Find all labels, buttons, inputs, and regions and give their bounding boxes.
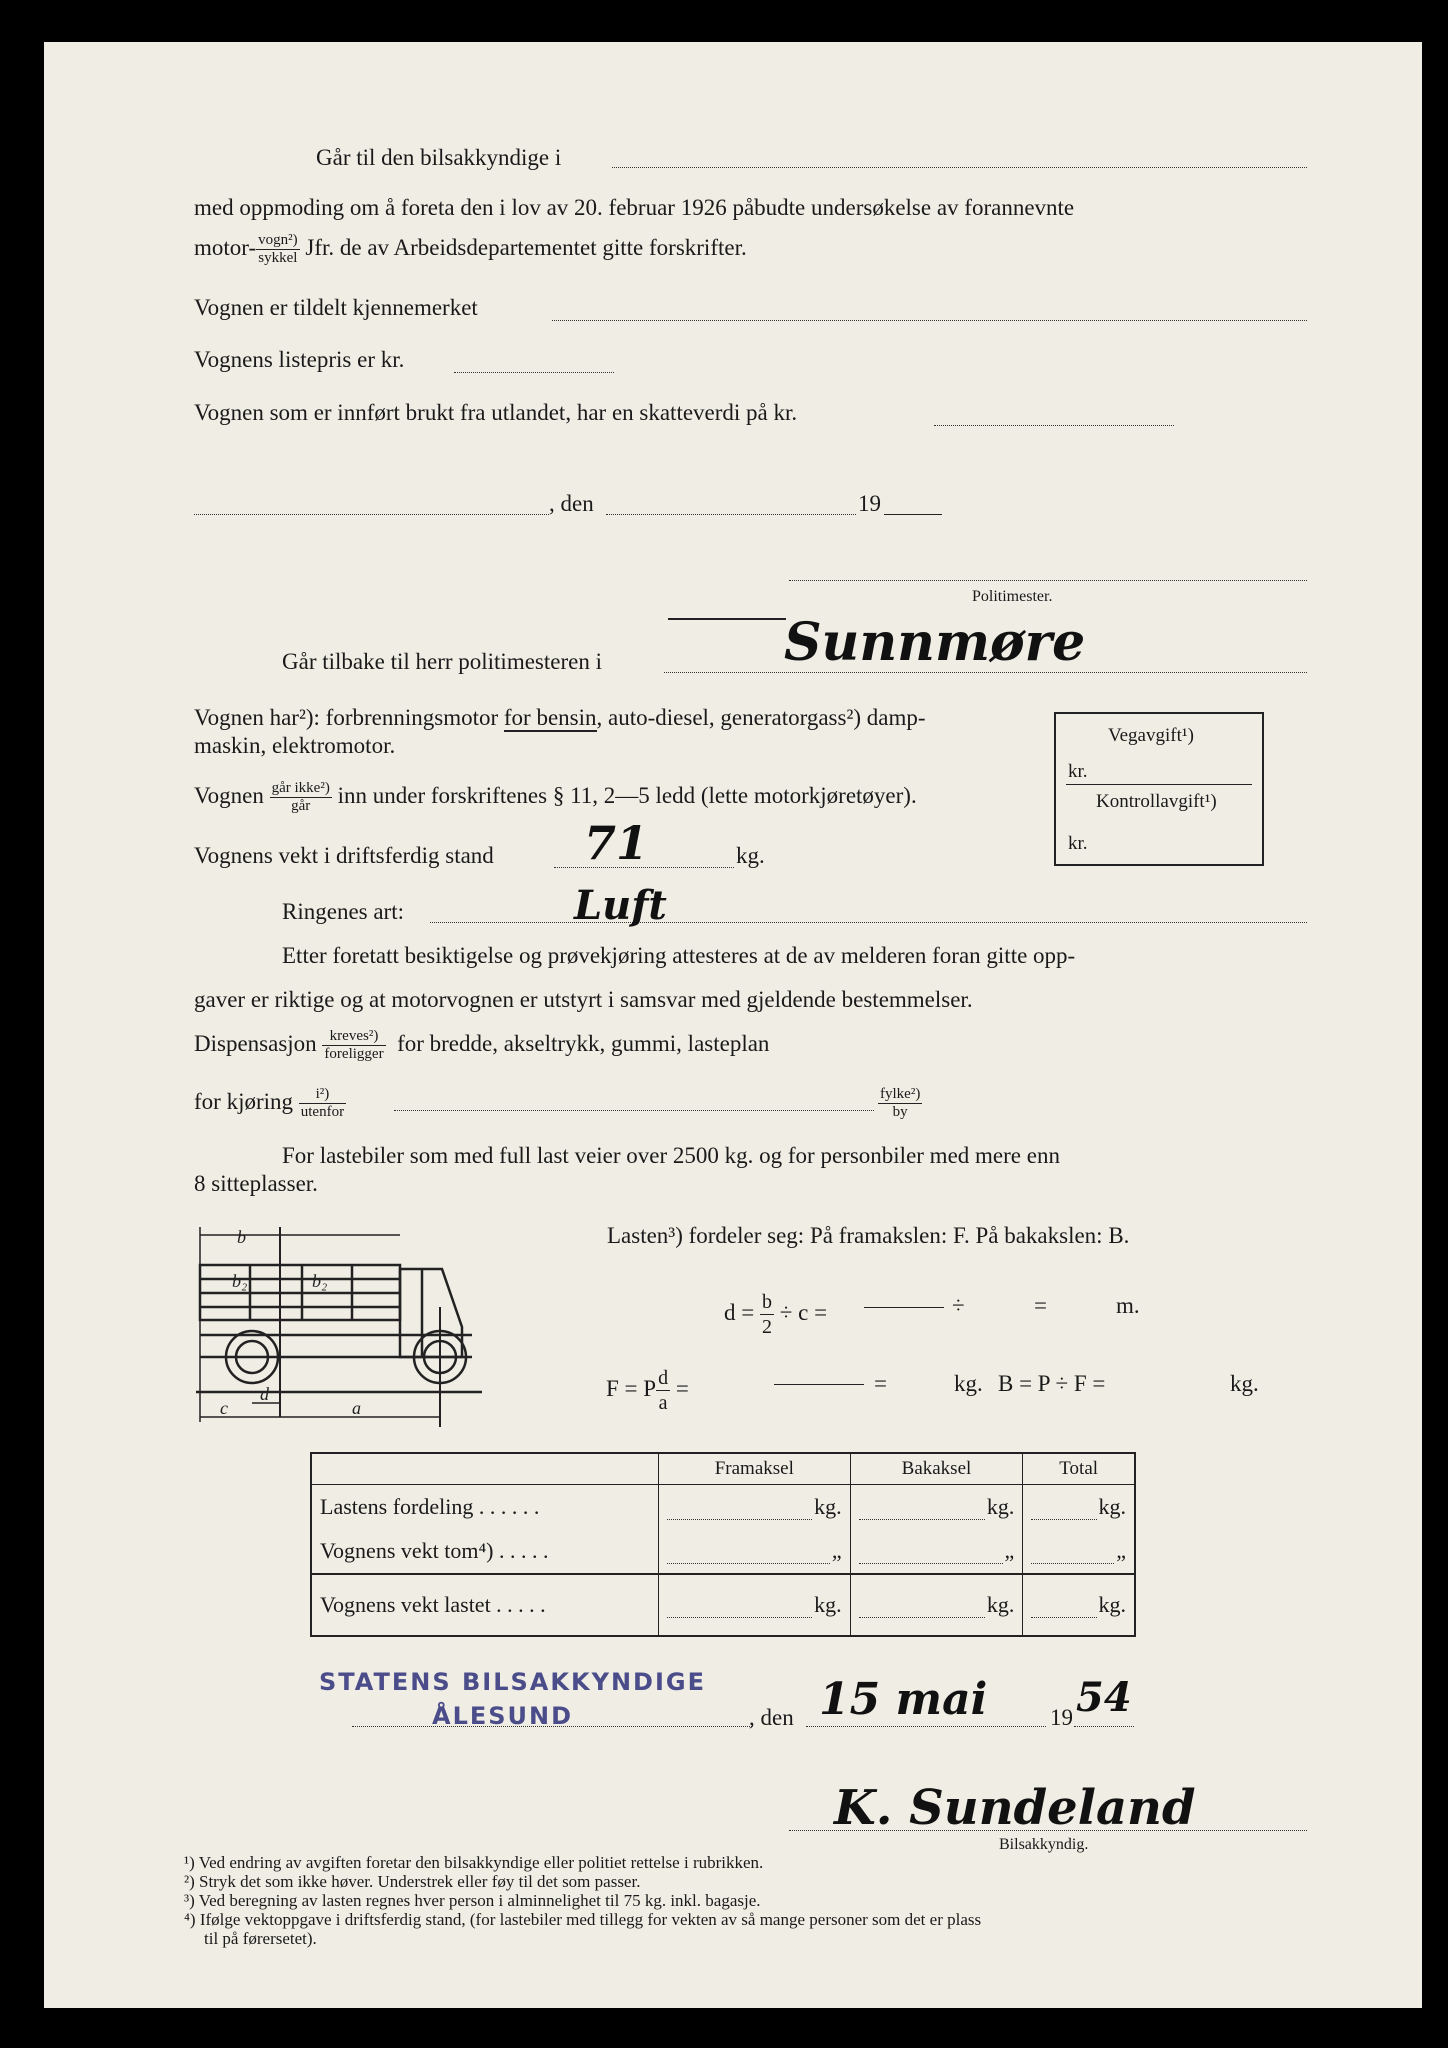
d-blank1[interactable] [864, 1307, 944, 1308]
skatteverdi-label: Vognen som er innført brukt fra utlandet, har en skatteverdi på kr. [194, 400, 798, 425]
handwritten-vekt: 71 [584, 816, 649, 870]
frac-top: går ikke²) [271, 780, 330, 796]
date-field[interactable] [606, 514, 856, 515]
ringenes-label: Ringenes art: [282, 899, 404, 924]
cell-unit: kg. [814, 1592, 842, 1617]
cell-framaksel[interactable] [659, 1529, 851, 1574]
gar-line [194, 780, 917, 815]
cell-framaksel[interactable] [659, 1574, 851, 1636]
cell-unit: kg. [1098, 1494, 1126, 1519]
frac-top: d [658, 1367, 669, 1389]
place-signature-line[interactable] [352, 1726, 752, 1727]
stamp-line1: STATENS BILSAKKYNDIGE [319, 1668, 706, 1696]
vekt-label: Vognens vekt i driftsferdig stand [194, 843, 494, 868]
cell-unit: kg. [1098, 1592, 1126, 1617]
listepris-field[interactable] [454, 372, 614, 373]
gar-fraction [270, 780, 332, 815]
table-row [311, 1485, 1135, 1530]
f-eq2: = [874, 1371, 887, 1396]
table-row [311, 1529, 1135, 1574]
fees-box [1054, 712, 1264, 866]
kjoring-line [194, 1086, 346, 1121]
motor-type-line2: maskin, elektromotor. [194, 733, 396, 758]
header-bakaksel: Bakaksel [850, 1453, 1023, 1485]
frac-bottom: 2 [761, 1316, 772, 1338]
frac-top: kreves²) [322, 1028, 385, 1046]
cell-total[interactable] [1023, 1574, 1135, 1636]
header-framaksel: Framaksel [659, 1453, 851, 1485]
lasten-label: Lasten³) fordeler seg: På framakslen: F. På bakakslen: B. [607, 1223, 1130, 1248]
motor-suffix: Jfr. de av Arbeidsdepartementet gitte forskrifter. [305, 234, 747, 260]
bilsakkyndig-label: Bilsakkyndig. [999, 1836, 1089, 1853]
vekt-unit: kg. [736, 843, 765, 868]
f-kg1: kg. [954, 1371, 983, 1396]
row-label: Vognens vekt tom⁴) . . . . . [320, 1538, 549, 1563]
frac-bottom: foreligger [324, 1046, 384, 1062]
motor-type-line1 [194, 704, 926, 732]
cell-unit: „ [831, 1538, 842, 1563]
kjoring-fraction [299, 1086, 346, 1121]
footnote-4-cont: til på førersetet). [204, 1929, 317, 1948]
handwritten-ringenes: Luft [574, 882, 667, 929]
cell-unit: „ [1004, 1538, 1015, 1563]
motor-fraction [256, 232, 300, 267]
line-oppmoding: med oppmoding om å foreta den i lov av 20. februar 1926 påbudte undersøkelse av forannevnte [194, 195, 1075, 220]
vegavgift-kr: kr. [1068, 761, 1088, 782]
disp-fraction [322, 1028, 385, 1063]
frac-bottom: utenfor [300, 1104, 345, 1120]
diagram-b2-left: b₂ [232, 1271, 248, 1291]
formula-f [606, 1366, 689, 1415]
sig-year-prefix: 19 [1050, 1705, 1073, 1730]
cell-unit: kg. [986, 1592, 1015, 1617]
line-gar-til: Går til den bilsakkyndige i [316, 145, 562, 170]
kontrollavgift-label: Kontrollavgift¹) [1096, 791, 1217, 812]
ringenes-field[interactable] [430, 922, 1307, 923]
handwritten-date: 15 mai [819, 1674, 988, 1725]
date-year: 19 [858, 491, 881, 516]
f-lhs: F = P [606, 1375, 657, 1401]
form-page [44, 42, 1422, 2008]
handwritten-signature: K. Sundeland [834, 1780, 1196, 1836]
diagram-b2-right: b₂ [312, 1271, 328, 1291]
footnote-1: ¹) Ved endring av avgiften foretar den bilsakkyndige eller politiet rettelse i rubrikken. [184, 1853, 764, 1872]
cell-unit: kg. [986, 1494, 1015, 1519]
listepris-label: Vognens listepris er kr. [194, 347, 405, 372]
load-table [310, 1452, 1136, 1637]
f-eq1: = [675, 1375, 689, 1401]
kjoring-prefix: for kjøring [194, 1088, 294, 1114]
kjennemerke-label: Vognen er tildelt kjennemerket [194, 295, 478, 320]
skatteverdi-field[interactable] [934, 425, 1174, 426]
d-lhs: d = [724, 1299, 755, 1325]
gar-prefix: Vognen [194, 782, 264, 808]
footnote-3: ³) Ved beregning av lasten regnes hver person i alminnelighet til 75 kg. inkl. bagasje. [184, 1891, 761, 1910]
d-unit: m. [1116, 1293, 1140, 1318]
cell-bakaksel[interactable] [850, 1485, 1023, 1530]
cell-bakaksel[interactable] [850, 1574, 1023, 1636]
d-over-a [656, 1366, 670, 1415]
header-total: Total [1023, 1453, 1135, 1485]
handwritten-year: 54 [1076, 1674, 1132, 1721]
frac-top: i²) [299, 1086, 346, 1104]
motor-type-c: , auto-diesel, generatorgass²) damp- [596, 705, 926, 730]
b-over-2 [760, 1290, 774, 1339]
sig-year-line[interactable] [1074, 1726, 1134, 1727]
sig-den: , den [749, 1705, 794, 1730]
frac-top: vogn²) [258, 232, 298, 248]
cell-unit: kg. [814, 1494, 842, 1519]
footnote-4: ⁴) Ifølge vektoppgave i driftsferdig stand, (for lastebiler med tillegg for vekten av så mange personer som det er plass [184, 1910, 982, 1929]
diagram-c: c [220, 1398, 228, 1418]
section-divider [668, 618, 786, 620]
cell-bakaksel[interactable] [850, 1529, 1023, 1574]
handwritten-sunnmore: Sunnmøre [784, 612, 1086, 673]
stamp-line2: ÅLESUND [432, 1702, 574, 1730]
frac-bottom: går [291, 798, 311, 814]
table-row [311, 1574, 1135, 1636]
d-eq: = [1034, 1293, 1047, 1318]
year-field[interactable] [884, 514, 942, 515]
d-div: ÷ [952, 1293, 965, 1318]
frac-bottom: a [658, 1392, 668, 1414]
kontrollavgift-kr: kr. [1068, 833, 1088, 854]
field-bilsakkyndige[interactable] [612, 167, 1307, 168]
row-label: Vognens vekt lastet . . . . . [311, 1574, 659, 1636]
gar-suffix: inn under forskriftenes § 11, 2—5 ledd (lette motorkjøretøyer). [337, 782, 917, 808]
laste-line1: For lastebiler som med full last veier over 2500 kg. og for personbiler med mere enn [282, 1143, 1060, 1168]
frac-top: b [761, 1291, 772, 1313]
cell-total[interactable] [1023, 1485, 1135, 1530]
cell-framaksel[interactable] [659, 1485, 851, 1530]
fees-divider [1066, 784, 1252, 785]
frac-bottom: sykkel [258, 250, 298, 266]
politimester-signature-line[interactable] [789, 580, 1307, 581]
f-kg2: kg. [1230, 1371, 1259, 1396]
vegavgift-label: Vegavgift¹) [1108, 725, 1194, 746]
dispensasjon-line [194, 1028, 769, 1063]
politimester-label: Politimester. [972, 588, 1053, 605]
footnote-2: ²) Stryk det som ikke høver. Understrek eller føy til det som passer. [184, 1872, 641, 1891]
sig-date-line[interactable] [806, 1726, 1046, 1727]
motor-prefix: motor- [194, 234, 257, 260]
cell-unit: „ [1116, 1538, 1126, 1563]
table-corner [311, 1453, 659, 1485]
cell-total[interactable] [1023, 1529, 1135, 1574]
kjoring-end [878, 1086, 922, 1121]
diagram-a: a [352, 1398, 361, 1418]
diagram-b: b [237, 1227, 246, 1247]
disp-suffix: for bredde, akseltrykk, gummi, lasteplan [397, 1030, 770, 1056]
b-formula: B = P ÷ F = [998, 1371, 1106, 1396]
formula-d [724, 1290, 827, 1339]
disp-prefix: Dispensasjon [194, 1030, 317, 1056]
attest-line2: gaver er riktige og at motorvognen er utstyrt i samsvar med gjeldende bestemmelser. [194, 987, 973, 1012]
kjennemerke-field[interactable] [552, 320, 1307, 321]
f-blank1[interactable] [774, 1384, 864, 1385]
diagram-d: d [260, 1384, 269, 1404]
frac-top: fylke²) [880, 1086, 921, 1102]
truck-diagram [192, 1207, 492, 1432]
attest-line1: Etter foretatt besiktigelse og prøvekjøring attesteres at de av melderen foran gitte opp- [282, 943, 1076, 968]
motor-type-underlined: for bensin [503, 705, 597, 730]
kjoring-end-fraction [878, 1086, 922, 1121]
frac-bottom: by [892, 1104, 908, 1120]
date-den: , den [549, 491, 594, 516]
bilsakkyndig-signature-line[interactable] [789, 1830, 1307, 1831]
tilbake-label: Går tilbake til herr politimesteren i [282, 649, 602, 674]
row-label: Lastens fordeling . . . . . . [320, 1494, 540, 1519]
laste-line2: 8 sitteplasser. [194, 1171, 318, 1196]
motor-type-a: Vognen har²): forbrenningsmotor [194, 705, 504, 730]
d-rest: ÷ c = [779, 1299, 828, 1325]
line-motor [194, 232, 747, 267]
kjoring-field[interactable] [394, 1110, 874, 1111]
place-field[interactable] [194, 514, 549, 515]
